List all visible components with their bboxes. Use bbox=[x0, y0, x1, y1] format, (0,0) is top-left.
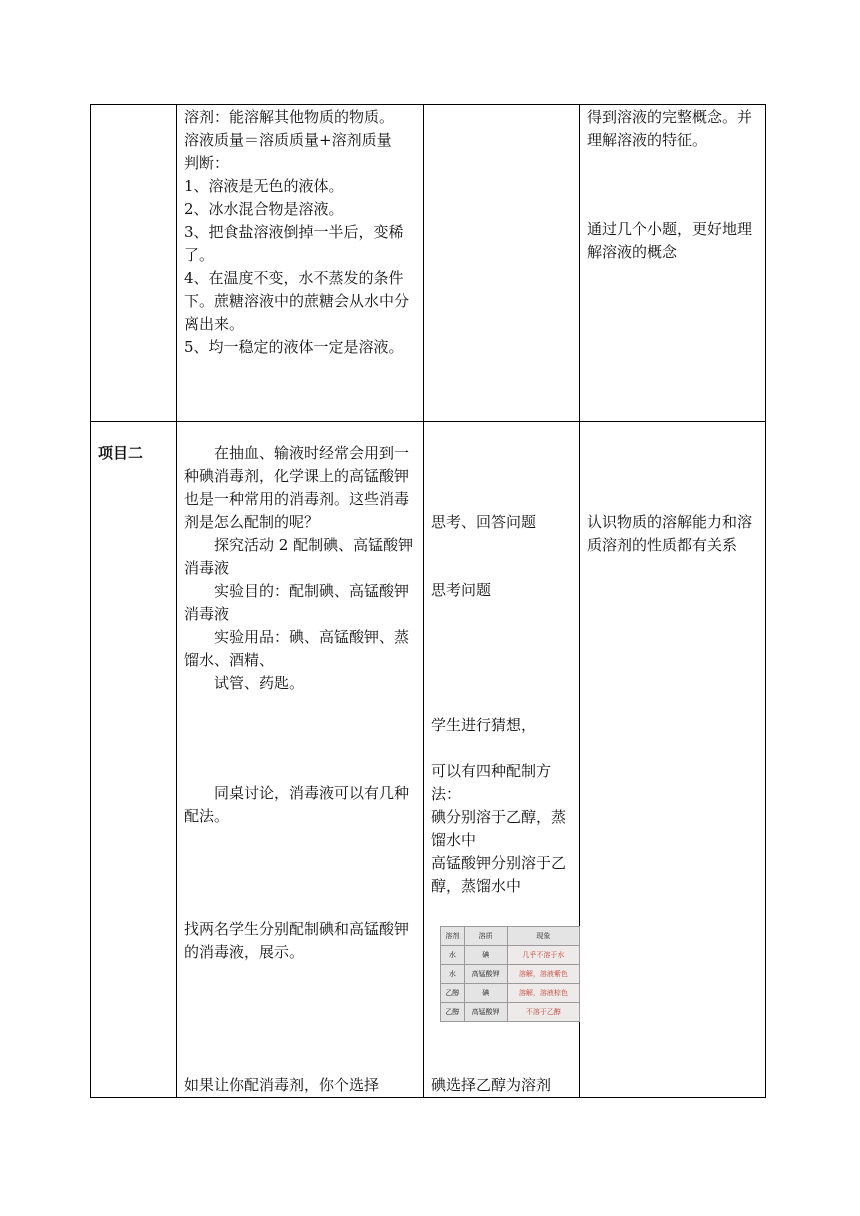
row-divider bbox=[90, 421, 766, 422]
col-border-2 bbox=[176, 104, 177, 1098]
header-cell: 溶质 bbox=[464, 927, 507, 946]
table-row bbox=[441, 1003, 580, 1022]
content-line: 4、在温度不变，水不蒸发的条件下。蔗糖溶液中的蔗糖会从水中分离出来。 bbox=[184, 269, 410, 333]
student-s5: 碘分别溶于乙醇，蒸馏水中 bbox=[431, 808, 567, 849]
content-line: 3、把食盐溶液倒掉一半后，变稀了。 bbox=[184, 223, 404, 264]
results-table bbox=[440, 926, 580, 1022]
student-s4: 可以有四种配制方法： bbox=[431, 762, 552, 803]
student-s2: 思考问题 bbox=[431, 581, 492, 599]
section2-choose bbox=[184, 1074, 420, 1097]
table-cell: 水 bbox=[441, 965, 465, 984]
student-s4-block bbox=[431, 760, 575, 898]
table-cell: 乙醇 bbox=[441, 984, 465, 1003]
table-top-border bbox=[90, 104, 766, 105]
demo-text: 找两名学生分别配制碘和高锰酸钾的消毒液，展示。 bbox=[184, 920, 410, 961]
table-cell: 乙醇 bbox=[441, 1003, 465, 1022]
section2-label: 项目二 bbox=[98, 444, 144, 462]
materials-text: 实验用品：碘、高锰酸钾、蒸馏水、酒精、 bbox=[184, 628, 410, 669]
col-border-3 bbox=[423, 104, 424, 1098]
content-line: 判断： bbox=[184, 154, 230, 172]
section1-intent-1 bbox=[587, 106, 759, 152]
table-cell: 溶解，溶液紫色 bbox=[507, 965, 579, 984]
header-cell: 溶剂 bbox=[441, 927, 465, 946]
table-header-row bbox=[441, 927, 580, 946]
table-row bbox=[441, 965, 580, 984]
content-line: 2、冰水混合物是溶液。 bbox=[184, 200, 344, 218]
activity-text: 探究活动 2 配制碘、高锰酸钾消毒液 bbox=[184, 536, 414, 577]
purpose-text: 实验目的：配制碘、高锰酸钾消毒液 bbox=[184, 582, 410, 623]
student-s6: 高锰酸钾分别溶于乙醇，蒸馏水中 bbox=[431, 854, 567, 895]
header-cell: 现象 bbox=[507, 927, 579, 946]
student-s7: 碘选择乙醇为溶剂 bbox=[431, 1076, 552, 1094]
intent-text: 认识物质的溶解能力和溶质溶剂的性质都有关系 bbox=[587, 513, 753, 554]
table-cell: 几乎不溶于水 bbox=[507, 946, 579, 965]
table-cell: 溶解，溶液棕色 bbox=[507, 984, 579, 1003]
intent-text: 得到溶液的完整概念。并理解溶液的特征。 bbox=[587, 108, 753, 149]
content-line: 1、溶液是无色的液体。 bbox=[184, 177, 344, 195]
choose-text: 如果让你配消毒剂，你个选择 bbox=[184, 1076, 380, 1094]
table-bottom-border bbox=[90, 1097, 766, 1098]
materials-text-2: 试管、药匙。 bbox=[214, 674, 305, 692]
discuss-text: 同桌讨论，消毒液可以有几种配法。 bbox=[184, 784, 410, 825]
section2-intent bbox=[587, 511, 759, 557]
intro-text: 在抽血、输液时经常会用到一种碘消毒剂，化学课上的高锰酸钾也是一种常用的消毒剂。这些消毒剂是怎么配制的呢？ bbox=[184, 444, 410, 531]
section2-intro bbox=[184, 442, 418, 695]
content-line: 5、均一稳定的液体一定是溶液。 bbox=[184, 338, 404, 356]
experiment-results-image bbox=[440, 926, 580, 1022]
table-cell: 水 bbox=[441, 946, 465, 965]
table-row bbox=[441, 946, 580, 965]
table-row bbox=[441, 984, 580, 1003]
section2-discuss bbox=[184, 782, 418, 828]
content-line: 溶液质量＝溶质质量+溶剂质量 bbox=[184, 131, 392, 149]
table-cell: 高锰酸钾 bbox=[464, 965, 507, 984]
section2-demo bbox=[184, 918, 418, 964]
table-cell: 碘 bbox=[464, 946, 507, 965]
table-cell: 不溶于乙醇 bbox=[507, 1003, 579, 1022]
section1-content bbox=[184, 106, 418, 359]
col-border-right bbox=[765, 104, 766, 1098]
section1-intent-2 bbox=[587, 218, 759, 264]
student-s3: 学生进行猜想， bbox=[431, 716, 537, 734]
student-s1: 思考、回答问题 bbox=[431, 513, 537, 531]
col-border-left bbox=[90, 104, 91, 1098]
table-cell: 碘 bbox=[464, 984, 507, 1003]
content-line: 溶剂：能溶解其他物质的物质。 bbox=[184, 108, 395, 126]
table-cell: 高锰酸钾 bbox=[464, 1003, 507, 1022]
intent-text: 通过几个小题，更好地理解溶液的概念 bbox=[587, 220, 753, 261]
